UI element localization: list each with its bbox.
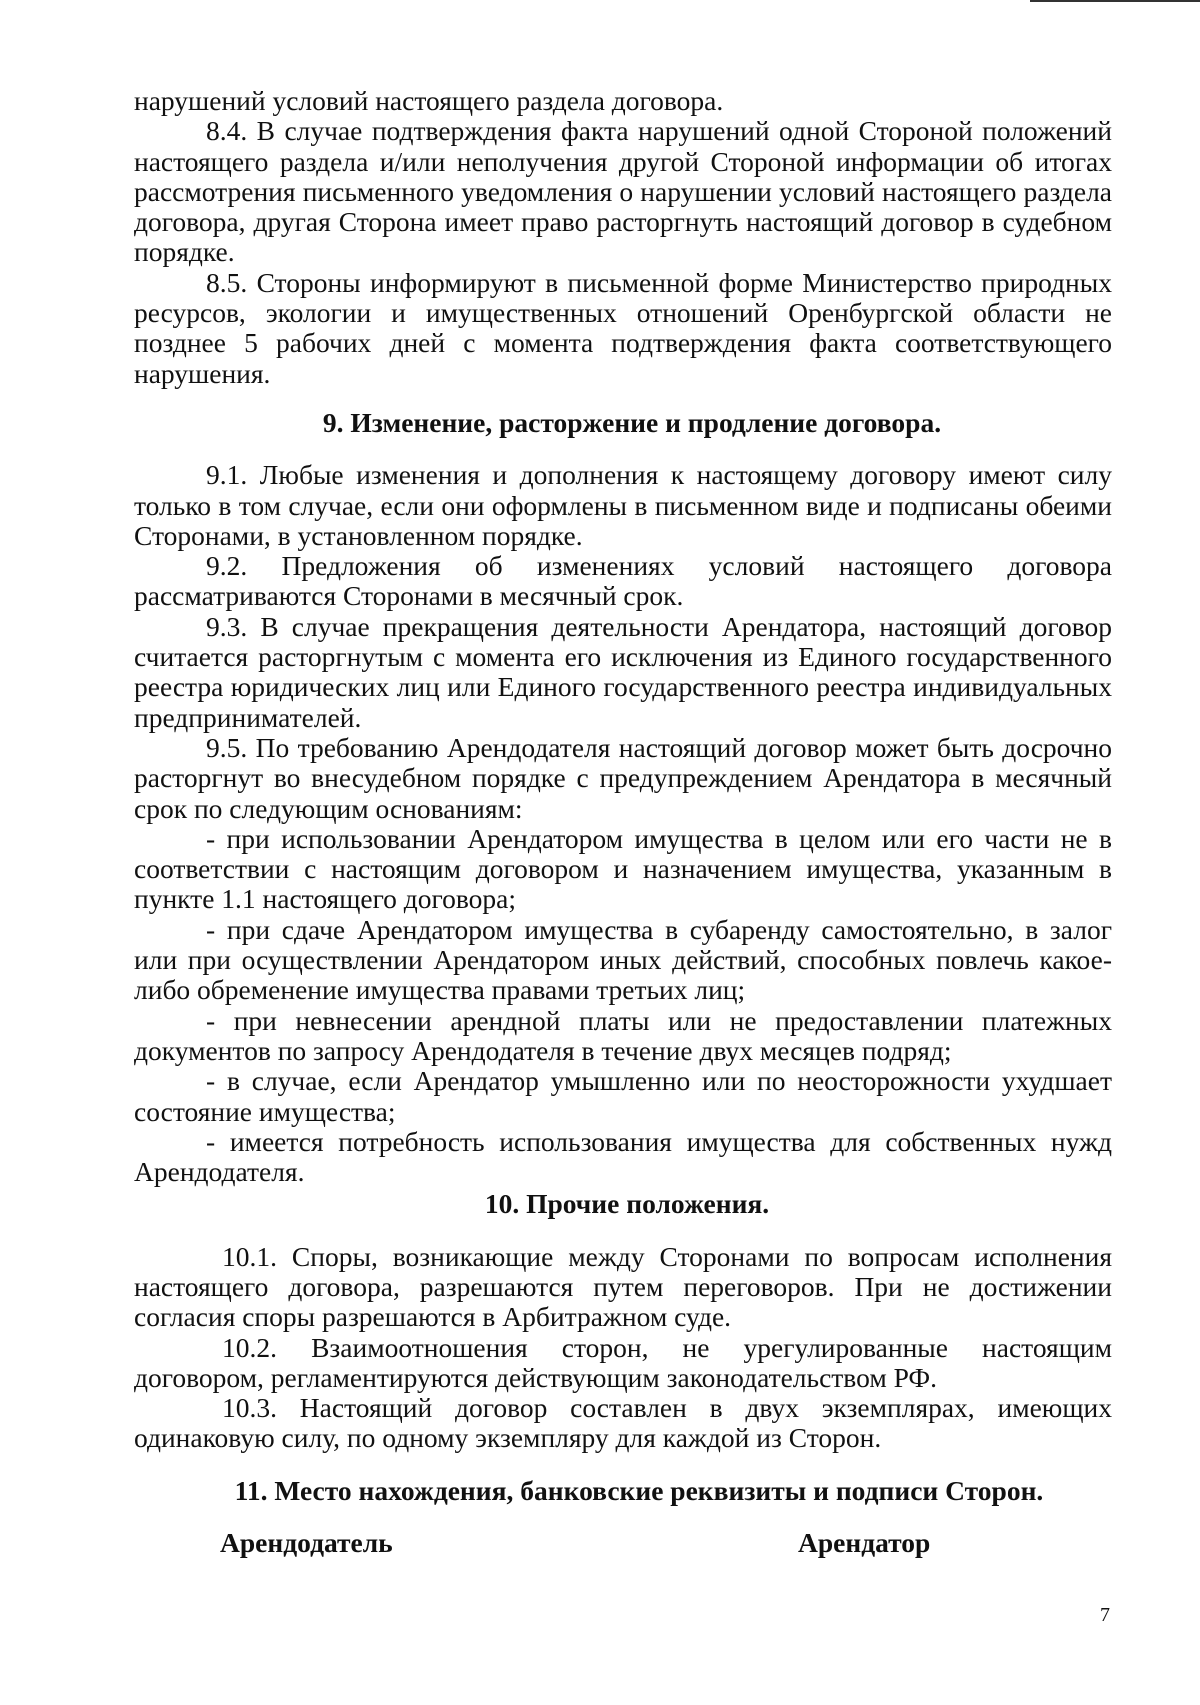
page-number: 7 <box>1100 1604 1110 1626</box>
list-item-9-5-e: - имеется потребность использования имущества для собственных нужд Арендодателя. <box>134 1125 1112 1188</box>
paragraph-8-3-end: нарушений условий настоящего раздела договора. <box>134 85 724 116</box>
list-item-9-5-d: - в случае, если Арендатор умышленно или по неосторожности ухудшает состояние имущества; <box>134 1065 1112 1127</box>
list-item-9-5-b: - при сдаче Арендатором имущества в субаренду самостоятельно, в залог или при осуществлении Арендатором иных действий, способных повлечь какое-либо обременение имущества правами третьих лиц; <box>134 913 1112 1006</box>
paragraph-9-1: 9.1. Любые изменения и дополнения к настоящему договору имеют силу только в том случае, если они оформлены в письменном виде и подписаны обеими Сторонами, в установленном порядке. <box>134 459 1112 551</box>
parties-row <box>134 1528 1112 1568</box>
paragraph-8-5: 8.5. Стороны информируют в письменной форме Министерство природных ресурсов, экологии и имущественных отношений Оренбургской области не позднее 5 рабочих дней с момента подтверждения факта соответствующего нарушения. <box>134 266 1112 389</box>
tenant-label: Арендатор <box>798 1527 931 1559</box>
landlord-label: Арендодатель <box>220 1527 393 1559</box>
list-item-9-5-c: - при невнесении арендной платы или не предоставлении платежных документов по запросу Арендодателя в течение двух месяцев подряд; <box>134 1004 1112 1066</box>
paragraph-9-3: 9.3. В случае прекращения деятельности Арендатора, настоящий договор считается расторгнутым с момента его исключения из Единого государственного реестра юридических лиц или Единого государственного реестра индивидуальных предпринимателей. <box>134 610 1112 733</box>
list-item-9-5-a: - при использовании Арендатором имущества в целом или его части не в соответствии с настоящим договором и назначением имущества, указанным в пункте 1.1 настоящего договора; <box>134 822 1112 915</box>
section-11-heading: 11. Место нахождения, банковские реквизиты и подписи Сторон. <box>234 1474 1044 1506</box>
scan-edge-line <box>1030 0 1200 2</box>
document-body <box>134 86 1112 1568</box>
paragraph-9-2: 9.2. Предложения об изменениях условий настоящего договора рассматриваются Сторонами в месячный срок. <box>134 550 1112 612</box>
section-10-heading: 10. Прочие положения. <box>484 1188 770 1220</box>
paragraph-10-3: 10.3. Настоящий договор составлен в двух экземплярах, имеющих одинаковую силу, по одному экземпляру для каждой из Сторон. <box>134 1392 1112 1454</box>
paragraph-10-1: 10.1. Споры, возникающие между Сторонами по вопросам исполнения настоящего договора, разрешаются путем переговоров. При не достижении согласия споры разрешаются в Арбитражном суде. <box>134 1240 1112 1333</box>
paragraph-8-4: 8.4. В случае подтверждения факта нарушений одной Стороной положений настоящего раздела и/или неполучения другой Стороной информации об итогах рассмотрения письменного уведомления о нарушении условий настоящего раздела договора, другая Сторона имеет право расторгнуть настоящий договор в судебном порядке. <box>134 115 1112 268</box>
paragraph-9-5: 9.5. По требованию Арендодателя настоящий договор может быть досрочно расторгнут во внесудебном порядке с предупреждением Арендатора в месячный срок по следующим основаниям: <box>134 731 1112 824</box>
section-9-heading: 9. Изменение, расторжение и продление договора. <box>322 406 942 438</box>
paragraph-10-2: 10.2. Взаимоотношения сторон, не урегулированные настоящим договором, регламентируются действующим законодательством РФ. <box>134 1331 1112 1393</box>
